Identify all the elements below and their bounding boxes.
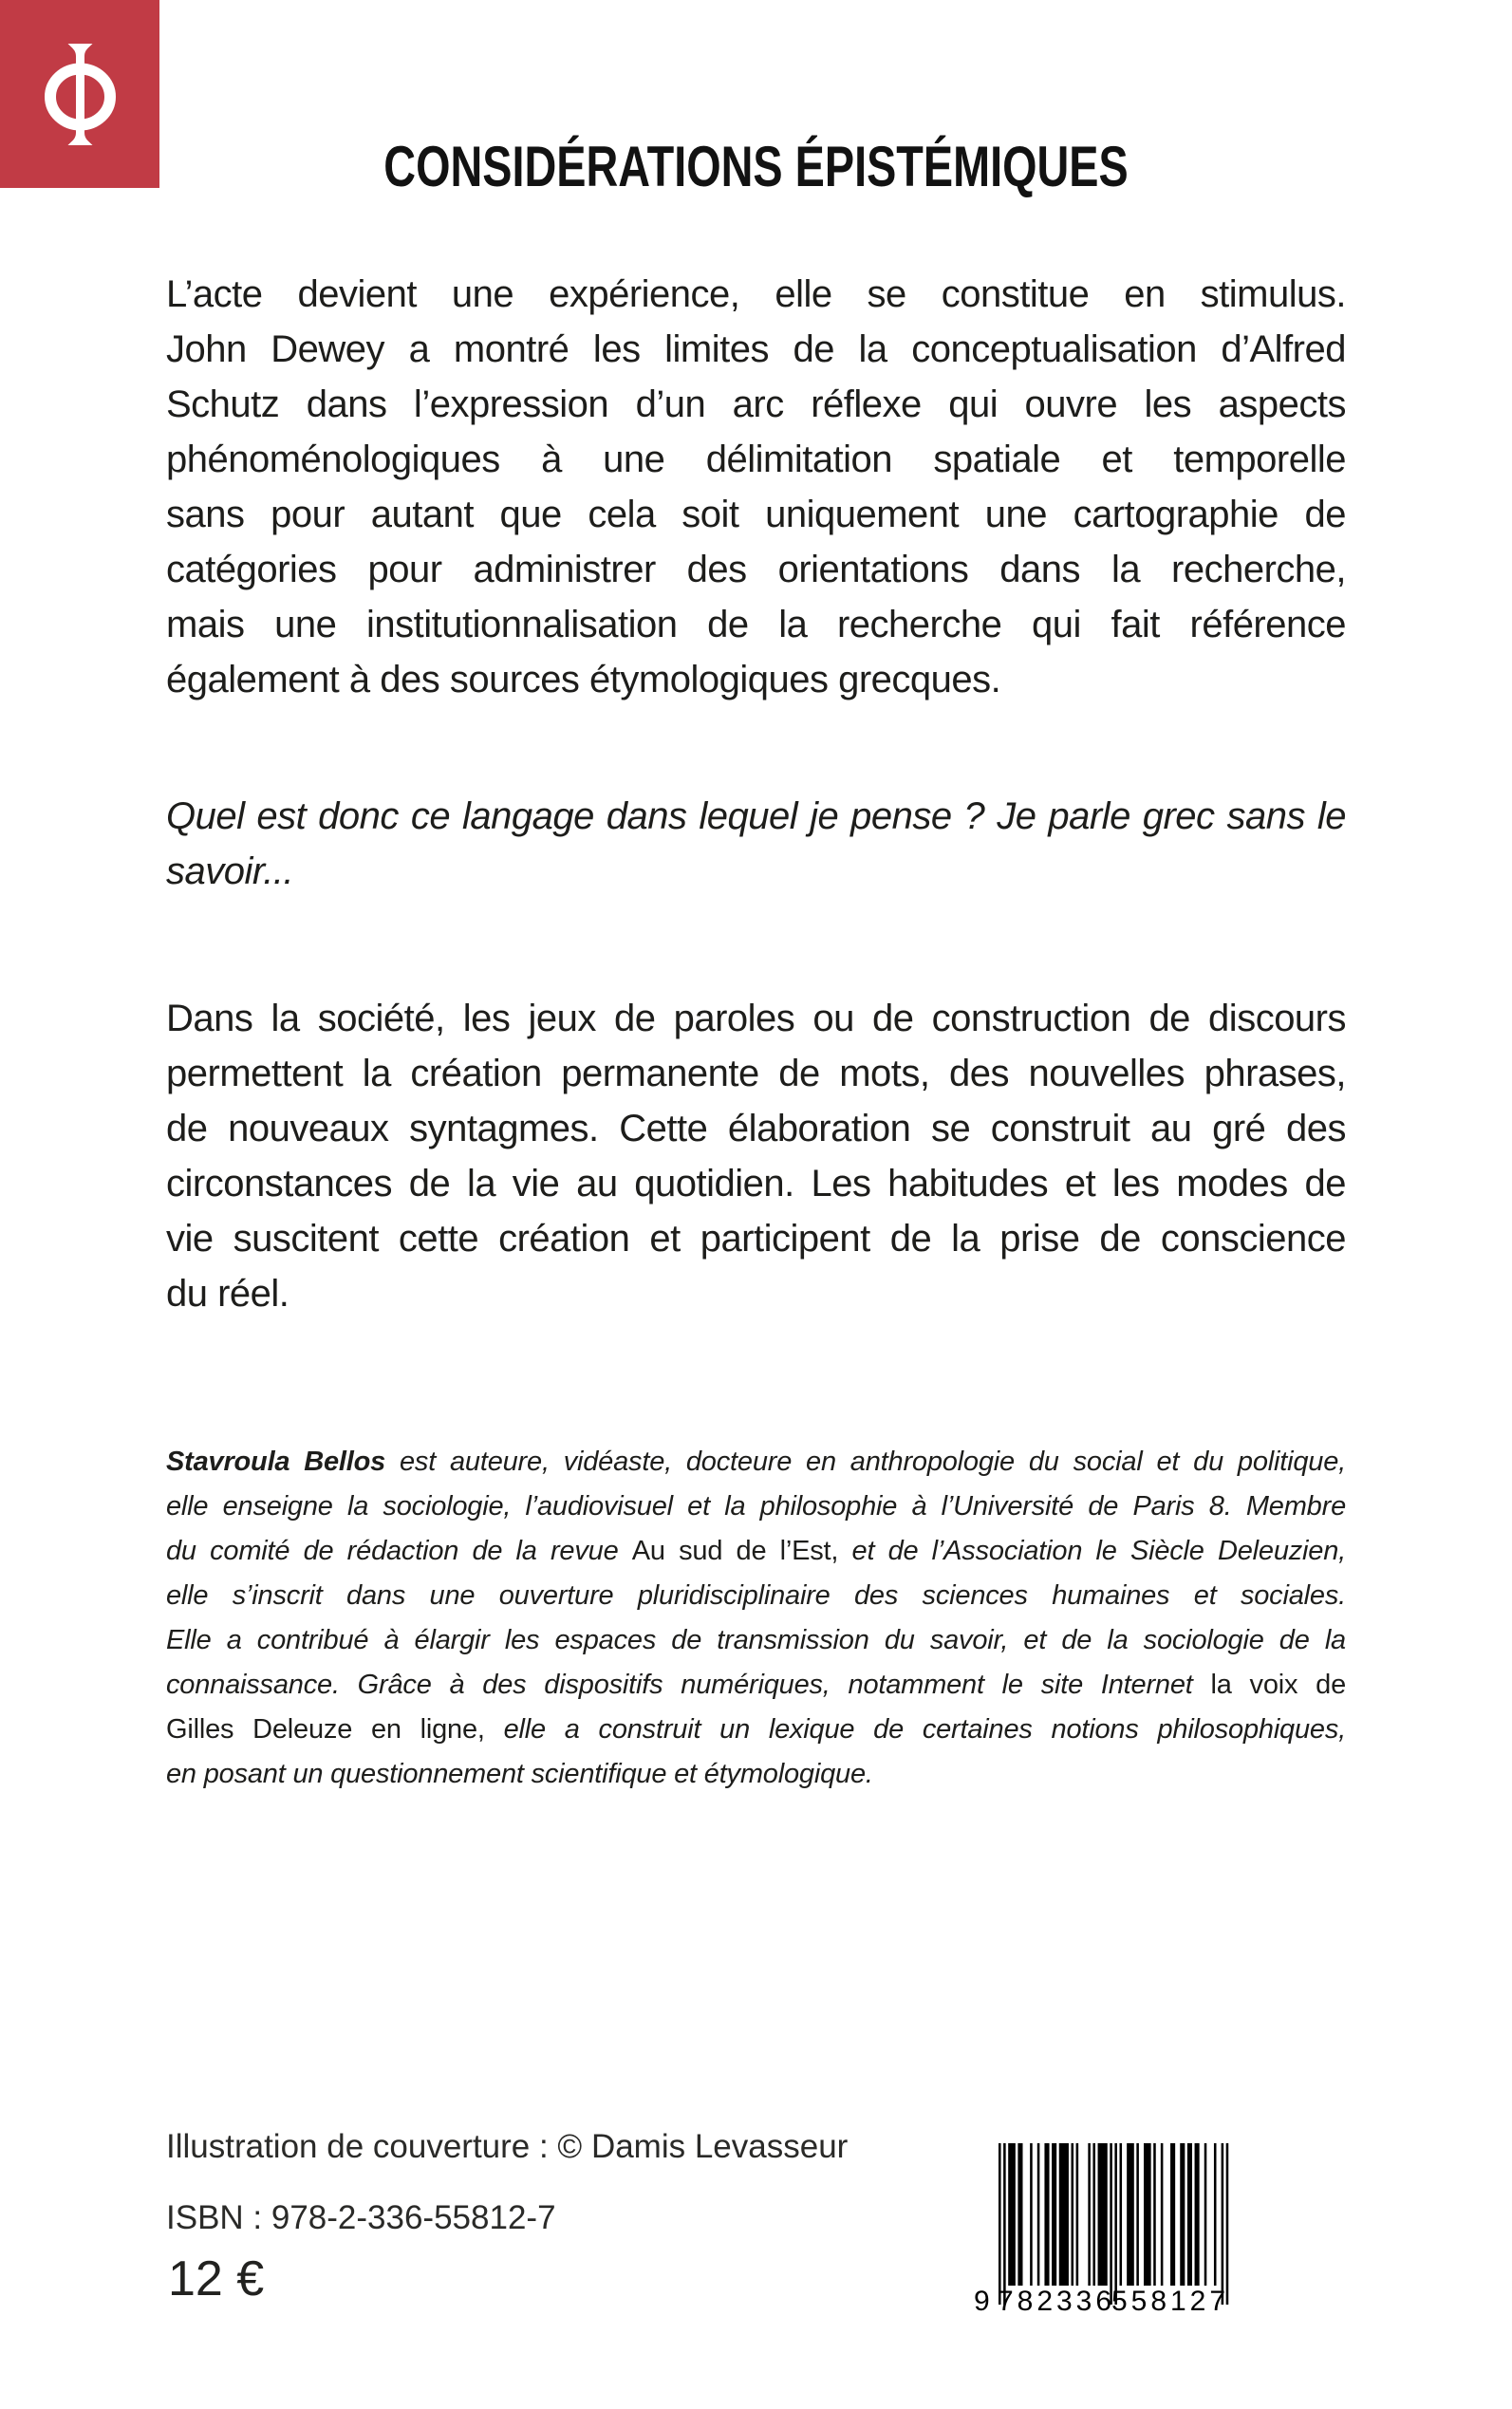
text-line: L’acte devient une expérience, elle se constitue en stimulus.	[166, 273, 1346, 315]
text-line: de nouveaux syntagmes. Cette élaboration se construit au gré des	[166, 1108, 1346, 1149]
bio-segment: connaissance. Grâce à des dispositifs numériques, notamment le site Internet	[166, 1670, 1211, 1700]
text-line: sans pour autant que cela soit uniquement une cartographie de	[166, 494, 1346, 535]
bio-segment: Au sud de l’Est,	[631, 1536, 839, 1566]
illustration-credit: Illustration de couverture : © Damis Levasseur	[166, 2128, 849, 2165]
barcode-left-digits: 782336	[997, 2286, 1116, 2317]
bio-segment: en posant un questionnement scientifique et étymologique.	[166, 1759, 873, 1789]
phi-icon	[44, 44, 117, 145]
bio-line	[166, 1663, 1346, 1708]
price-text: 12 €	[168, 2251, 265, 2306]
text-line: catégories pour administrer des orientations dans la recherche,	[166, 549, 1346, 590]
text-line: vie suscitent cette création et participent de la prise de conscience	[166, 1218, 1346, 1260]
bio-segment: elle a construit un lexique de certaines notions philosophiques,	[484, 1714, 1347, 1745]
text-line: savoir...	[166, 850, 294, 892]
text-line: du réel.	[166, 1273, 289, 1315]
barcode-bars-icon	[999, 2143, 1230, 2305]
text-line: phénoménologiques à une délimitation spatiale et temporelle	[166, 439, 1346, 480]
bio-segment: elle s’inscrit dans une ouverture pluridisciplinaire des sciences humaines et sociales.	[166, 1580, 1346, 1611]
bio-line	[166, 1574, 1346, 1618]
barcode	[974, 2143, 1240, 2329]
bio-line	[166, 1618, 1346, 1663]
text-line: Dans la société, les jeux de paroles ou de construction de discours	[166, 998, 1346, 1039]
bio-segment: la voix de	[1210, 1670, 1347, 1700]
bio-segment: elle enseigne la sociologie, l’audiovisuel et la philosophie à l’Université de Paris 8. Membre	[166, 1491, 1346, 1522]
isbn-text: ISBN : 978-2-336-55812-7	[166, 2199, 556, 2236]
bio-line	[166, 1529, 1346, 1574]
paragraph-quote	[166, 789, 1346, 899]
text-line: également à des sources étymologiques grecques.	[166, 659, 1001, 700]
bio-line	[166, 1752, 1346, 1797]
text-line: permettent la création permanente de mots, des nouvelles phrases,	[166, 1053, 1346, 1094]
bio-segment: et de l’Association le Siècle Deleuzien,	[838, 1536, 1347, 1566]
author-bio	[166, 1440, 1346, 1797]
bio-segment: du comité de rédaction de la revue	[166, 1536, 632, 1566]
barcode-right-digits: 558127	[1111, 2286, 1230, 2317]
text-line: mais une institutionnalisation de la recherche qui fait référence	[166, 604, 1346, 645]
bio-line	[166, 1440, 1346, 1485]
bio-segment: Gilles Deleuze en ligne,	[166, 1714, 485, 1745]
bio-line	[166, 1485, 1346, 1529]
bio-line	[166, 1708, 1346, 1752]
publisher-logo	[0, 0, 159, 188]
text-line: circonstances de la vie au quotidien. Les habitudes et les modes de	[166, 1163, 1346, 1204]
bio-segment: est auteure, vidéaste, docteure en anthropologie du social et du politique,	[400, 1447, 1346, 1477]
page-title: CONSIDÉRATIONS ÉPISTÉMIQUES	[383, 135, 1129, 198]
paragraph-body-1	[166, 267, 1346, 707]
bio-segment: Elle a contribué à élargir les espaces de transmission du savoir, et de la sociologie de la	[166, 1625, 1346, 1655]
barcode-first-digit: 9	[974, 2286, 990, 2317]
paragraph-body-2	[166, 991, 1346, 1321]
text-line: Quel est donc ce langage dans lequel je pense ? Je parle grec sans le	[166, 795, 1346, 837]
text-line: Schutz dans l’expression d’un arc réflexe qui ouvre les aspects	[166, 383, 1346, 425]
text-line: John Dewey a montré les limites de la conceptualisation d’Alfred	[166, 328, 1346, 370]
bio-segment: Stavroula Bellos	[166, 1447, 400, 1477]
